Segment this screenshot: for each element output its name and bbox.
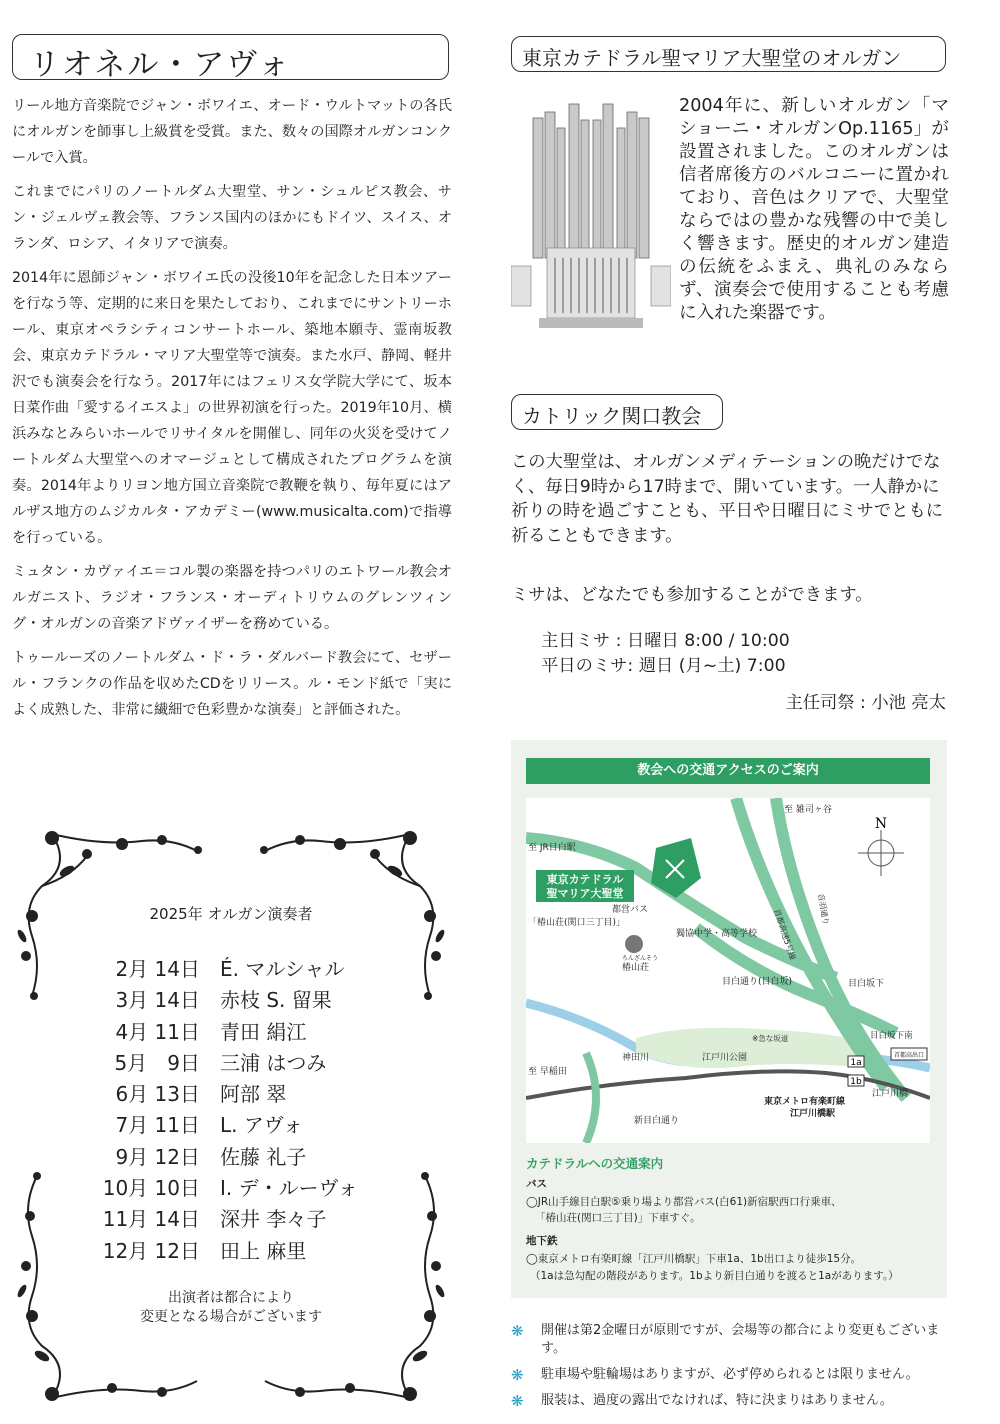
exit-1b-label: 1b: [850, 1077, 862, 1087]
snowflake-icon: ❋: [511, 1366, 524, 1384]
toei-bus-label: 都営バス: [612, 905, 649, 915]
bio-paragraph: ミュタン・カヴァイエ＝コル製の楽器を持つパリのエトワール教会オルガニスト、ラジオ・フランス・オーディトリウムのグレンツィング・オルガンの音楽アドヴァイザーを務めている。: [12, 564, 452, 632]
organ-photo: [511, 98, 671, 330]
schedule-note: [0, 1289, 462, 1327]
subway-line-1: ◯東京メトロ有楽町線「江戸川橋駅」下車1a、1b出口より徒歩15分。: [526, 1253, 862, 1265]
bio-paragraph: トゥールーズのノートルダム・ド・ラ・ダルバード教会にて、セザール・フランクの作品を収めたCDをリリース。ル・モンド紙で「実によく成熟した、非常に繊細で色彩豊かな演奏」と評価された。: [12, 650, 452, 718]
schedule-row: [100, 1017, 400, 1048]
schedule-row: [100, 954, 400, 985]
note-text: 駐車場や駐輪場はありますが、必ず停められるとは限りません。: [541, 1367, 919, 1382]
mejirozaka-minami-label: 目白坂下南: [870, 1031, 913, 1041]
organ-section-title: 東京カテドラル聖マリア大聖堂のオルガン: [511, 36, 946, 72]
subway-heading: 地下鉄: [526, 1235, 558, 1247]
schedule-performer: 青田 絹江: [220, 1019, 307, 1044]
exit-1a-label: 1a: [850, 1058, 862, 1068]
bus-stop-label: 「椿山荘(関口三丁目)」: [528, 918, 626, 928]
schedule-date: 6月 13日: [115, 1082, 200, 1107]
chinzanso-kana-label: ちんざんそう: [622, 955, 659, 962]
to-waseda-label: 至 早稲田: [528, 1067, 567, 1077]
schedule-performer: I. デ・ルーヴォ: [220, 1176, 358, 1201]
chinzanso-marker: [625, 935, 643, 953]
schedule-row: [100, 1173, 400, 1204]
to-zoshigaya-label: 至 雑司ヶ谷: [784, 805, 832, 815]
bio-paragraph: リール地方音楽院でジャン・ボワイエ、オード・ウルトマットの各氏にオルガンを師事し上級賞を受賞。また、数々の国際オルガンコンクールで入賞。: [12, 98, 452, 166]
weekday-mass-time: 平日のミサ: 週日 (月~土) 7:00: [541, 656, 786, 676]
note-item: [511, 1392, 951, 1410]
edogawabashi-label: 江戸川橋: [872, 1089, 909, 1099]
map-header: 教会への交通アクセスのご案内: [526, 758, 930, 784]
metro-exit-label: 首都高出口: [893, 1052, 925, 1059]
schedule-list: [100, 954, 400, 1267]
schedule-row: [100, 1079, 400, 1110]
mejiro-dori-label: 目白通り(目白坂): [722, 977, 793, 987]
access-guide-title: カテドラルへの交通案内: [526, 1156, 664, 1171]
schedule-date: 9月 12日: [115, 1144, 200, 1169]
snowflake-icon: ❋: [511, 1322, 524, 1340]
to-jr-mejiro-label: 至 JR目白駅: [528, 843, 576, 853]
schedule-row: [100, 1142, 400, 1173]
kandagawa-label: 神田川: [622, 1053, 650, 1063]
schedule-performer: L. アヴォ: [220, 1113, 304, 1138]
schedule-performer: É. マルシャル: [220, 957, 345, 981]
edogawa-park-label: 江戸川公園: [702, 1053, 748, 1063]
note-text: 開催は第2金曜日が原則ですが、会場等の都合により変更もございます。: [541, 1323, 940, 1356]
bus-heading: バス: [526, 1178, 547, 1190]
performer-bio: [12, 93, 452, 731]
schedule-date: 7月 11日: [115, 1113, 200, 1138]
bus-line-1: ◯JR山手線目白駅⑤乗り場より都営バス(白61)新宿駅西口行乗車、: [526, 1196, 842, 1208]
schedule-date: 11月 14日: [102, 1207, 200, 1232]
expressway-label: 首都高速5号線: [772, 907, 798, 962]
station-label-1: 東京メトロ有楽町線: [764, 1097, 846, 1107]
subway-line-2: （1aは急勾配の階段があります。1bより新目白通りを渡ると1aがあります。）: [530, 1270, 899, 1282]
chinzanso-label: 椿山荘: [622, 963, 650, 973]
schedule-row: [100, 985, 400, 1016]
snowflake-icon: ❋: [511, 1392, 524, 1410]
schedule-date: 2月 14日: [115, 957, 200, 981]
schedule-row: [100, 1048, 400, 1079]
schedule-performer: 阿部 翠: [220, 1082, 287, 1107]
schedule-date: 5月 9日: [114, 1050, 200, 1075]
school-label: 獨協中学・高等学校: [676, 929, 758, 939]
station-label-2: 江戸川橋駅: [790, 1109, 836, 1119]
access-map: [526, 798, 930, 1143]
schedule-note-line: 変更となる場合がございます: [140, 1309, 322, 1325]
schedule-date: 12月 12日: [102, 1238, 200, 1263]
schedule-performer: 赤枝 S. 留果: [220, 988, 332, 1013]
mejirozaka-label: 目白坂下: [848, 979, 885, 989]
bio-paragraph: 2014年に恩師ジャン・ボワイエ氏の没後10年を記念した日本ツアーを行なう等、定期的に来日を果たしており、これまでにサントリーホール、東京オペラシティコンサートホール、築地本願寺、霊南坂教会、東京カテドラル・マリア大聖堂等で演奏。また水戸、静岡、軽井沢でも演奏会を行なう。2017年にはフェリス女学院大学にて、坂本日菜作曲「愛するイエスよ」の世界初演を行った。2019年10月、横浜みなとみらいホールでリサイタルを開催し、同年の火災を受けてノートルダム大聖堂へのオマージュとして構成されたプログラムを演奏。2014年よりリヨン地方国立音楽院で教鞭を執り、毎年夏にはアルザス地方のムジカルタ・アカデミー(www.musicalta.com)で指導を行っている。: [12, 270, 452, 546]
notes-list: [511, 1322, 951, 1418]
steep-slope-label: ※急な坂道: [752, 1034, 789, 1043]
schedule-title: 2025年 オルガン演奏者: [149, 905, 313, 923]
church-description: この大聖堂は、オルガンメディテーションの晩だけでなく、毎日9時から17時まで、開いています。一人静かに祈りの時を過ごすことも、平日や日曜日にミサでともに祈ることもできます。: [511, 452, 944, 546]
north-label: N: [874, 816, 888, 832]
mass-open-text: ミサは、どなたでも参加することができます。: [511, 585, 873, 605]
bus-line-2: 「椿山荘(関口三丁目)」下車すぐ。: [535, 1212, 701, 1224]
schedule-performer: 佐藤 礼子: [220, 1144, 307, 1169]
access-map-panel: [511, 740, 947, 1298]
schedule-row: [100, 1110, 400, 1141]
performer-title: リオネル・アヴォ: [12, 34, 449, 80]
organ-description: 2004年に、新しいオルガン「マショーニ・オルガンOp.1165」が設置されました。このオルガンは信者席後方のバルコニーに置かれており、音色はクリアで、大聖堂ならではの豊かな残響の中で美しく響きます。歴史的オルガン建造の伝統をふまえ、典礼のみならず、演奏会で使用することも考慮に入れた楽器です。: [679, 96, 949, 323]
priest-name: 主任司祭 : 小池 亮太: [785, 693, 946, 713]
schedule-note-line: 出演者は都合により: [168, 1290, 294, 1306]
map-cathedral-label-2: 聖マリア大聖堂: [546, 887, 624, 900]
schedule-performer: 三浦 はつみ: [220, 1050, 327, 1075]
note-text: 服装は、過度の露出でなければ、特に決まりはありません。: [541, 1393, 893, 1408]
otowa-label: 音羽通り: [816, 892, 831, 926]
schedule-date: 4月 11日: [115, 1019, 200, 1044]
note-item: [511, 1366, 951, 1384]
note-item: [511, 1322, 951, 1358]
schedule-date: 10月 10日: [102, 1176, 200, 1201]
schedule-row: [100, 1236, 400, 1267]
schedule-date: 3月 14日: [115, 988, 200, 1013]
schedule-row: [100, 1204, 400, 1235]
shin-mejiro-label: 新目白通り: [634, 1116, 680, 1126]
bio-paragraph: これまでにパリのノートルダム大聖堂、サン・シュルピス教会、サン・ジェルヴェ教会等、フランス国内のほかにもドイツ、スイス、オランダ、ロシア、イタリアで演奏。: [12, 184, 452, 252]
church-section-title: カトリック関口教会: [511, 394, 723, 430]
sunday-mass-time: 主日ミサ : 日曜日 8:00 / 10:00: [541, 631, 790, 651]
schedule-performer: 田上 麻里: [220, 1238, 307, 1263]
map-cathedral-label-1: 東京カテドラル: [546, 873, 624, 886]
schedule-performer: 深井 李々子: [220, 1207, 327, 1232]
